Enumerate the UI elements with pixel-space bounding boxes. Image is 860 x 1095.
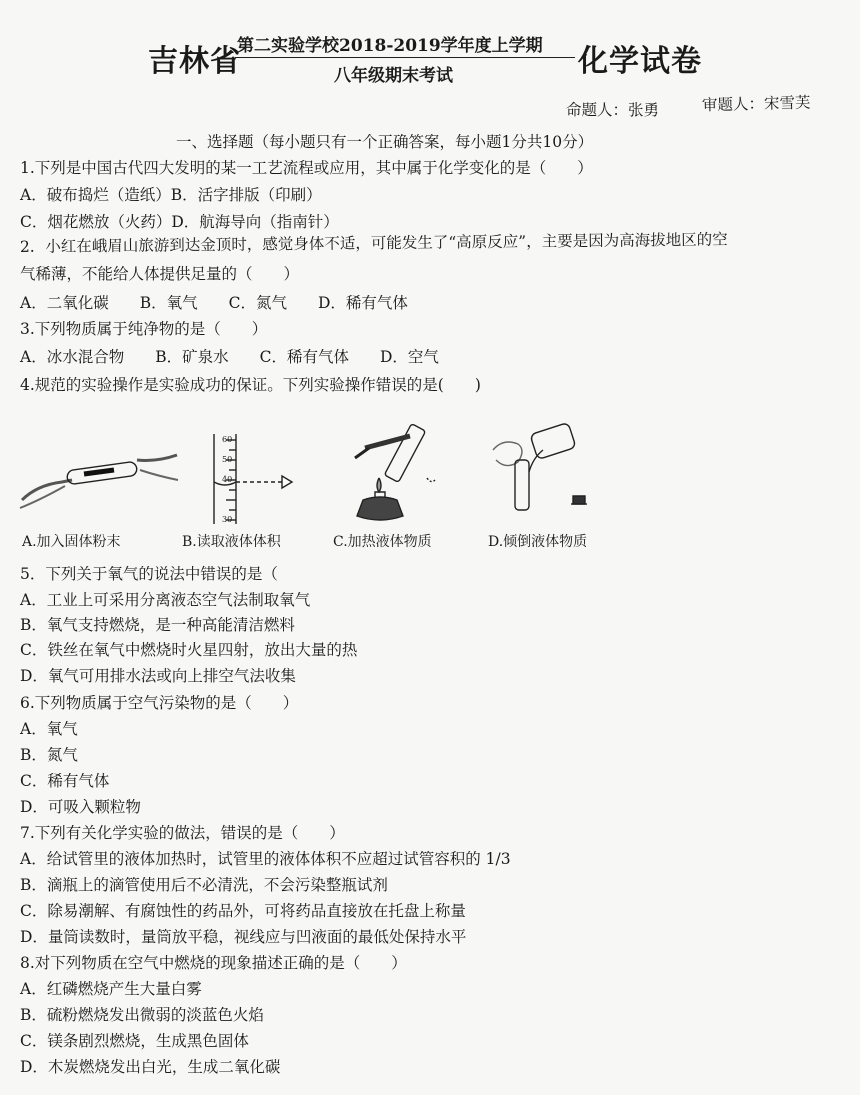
cylinder-tick-50: 50 [222, 455, 233, 464]
title-divider [235, 57, 575, 58]
question-3-stem: 3.下列物质属于纯净物的是（ ） [20, 320, 268, 338]
question-7-option-b: B．滴瓶上的滴管使用后不必清洗，不会污染整瓶试剂 [20, 876, 388, 894]
question-7-option-a: A．给试管里的液体加热时，试管里的液体体积不应超过试管容积的 1/3 [20, 850, 511, 868]
section-title: 一、选择题（每小题只有一个正确答案，每小题1分共10分） [176, 133, 594, 151]
figure-d-caption: D.倾倒液体物质 [488, 534, 588, 550]
reviewer-label: 审题人：宋雪芙 [701, 93, 811, 115]
title-school-line: 第二实验学校2018-2019学年度上学期 [237, 36, 543, 56]
question-5-option-a: A．工业上可采用分离液态空气法制取氧气 [20, 591, 311, 609]
pouring-liquid-icon [485, 420, 605, 520]
title-province: 吉林省 [148, 44, 241, 79]
question-8-stem: 8.对下列物质在空气中燃烧的现象描述正确的是（ ） [20, 954, 407, 972]
question-8-option-c: C．镁条剧烈燃烧，生成黑色固体 [20, 1032, 249, 1050]
question-2-stem-line-2: 气稀薄，不能给人体提供足量的（ ） [20, 265, 300, 283]
question-5-stem: 5．下列关于氧气的说法中错误的是（ [20, 565, 278, 583]
question-5-option-b: B．氧气支持燃烧，是一种高能清洁燃料 [20, 616, 295, 634]
question-6-stem: 6.下列物质属于空气污染物的是（ ） [20, 694, 299, 712]
question-8-option-d: D．木炭燃烧发出白光，生成二氧化碳 [20, 1058, 281, 1076]
question-5-option-c: C．铁丝在氧气中燃烧时火星四射，放出大量的热 [20, 641, 358, 659]
cylinder-tick-60: 60 [222, 435, 233, 444]
graduated-cylinder-icon [196, 432, 306, 527]
figure-a-caption: A.加入固体粉末 [22, 534, 121, 550]
question-6-option-c: C．稀有气体 [20, 772, 110, 790]
question-5-option-d: D．氧气可用排水法或向上排空气法收集 [20, 667, 296, 685]
question-8-option-a: A．红磷燃烧产生大量白雾 [20, 980, 202, 998]
figure-c-caption: C.加热液体物质 [333, 534, 432, 550]
cylinder-tick-30: 30 [222, 515, 233, 524]
figure-b-caption: B.读取液体体积 [182, 534, 281, 550]
question-2-options: A．二氧化碳 B．氧气 C．氮气 D．稀有气体 [20, 294, 408, 312]
test-tube-powder-icon [12, 430, 182, 530]
question-8-option-b: B．硫粉燃烧发出微弱的淡蓝色火焰 [20, 1006, 264, 1024]
question-1-stem: 1.下列是中国古代四大发明的某一工艺流程或应用，其中属于化学变化的是（ ） [20, 159, 593, 177]
question-6-option-d: D．可吸入颗粒物 [20, 798, 141, 816]
question-6-option-b: B．氮气 [20, 746, 78, 764]
question-1-options-row-1: A．破布捣烂（造纸）B．活字排版（印刷） [20, 186, 322, 204]
question-7-option-c: C．除易潮解、有腐蚀性的药品外，可将药品直接放在托盘上称量 [20, 902, 466, 920]
question-6-option-a: A．氧气 [20, 720, 78, 738]
question-3-options: A．冰水混合物 B．矿泉水 C．稀有气体 D．空气 [20, 348, 439, 366]
title-subject: 化学试卷 [578, 44, 702, 79]
setter-label: 命题人：张勇 [566, 101, 660, 119]
question-7-stem: 7.下列有关化学实验的做法，错误的是（ ） [20, 824, 345, 842]
title-exam-line: 八年级期末考试 [334, 66, 453, 86]
question-1-options-row-2: C．烟花燃放（火药）D．航海导向（指南针） [20, 213, 339, 231]
alcohol-lamp-heating-icon [335, 418, 455, 528]
question-7-option-d: D．量筒读数时，量筒放平稳，视线应与凹液面的最低处保持水平 [20, 928, 467, 946]
question-2-stem-line-1: 2．小红在峨眉山旅游到达金顶时，感觉身体不适，可能发生了“高原反应”，主要是因为高海拔地区的空 [19, 230, 728, 256]
question-4-stem: 4.规范的实验操作是实验成功的保证。下列实验操作错误的是( ) [20, 376, 481, 394]
cylinder-tick-40: 40 [222, 475, 233, 484]
